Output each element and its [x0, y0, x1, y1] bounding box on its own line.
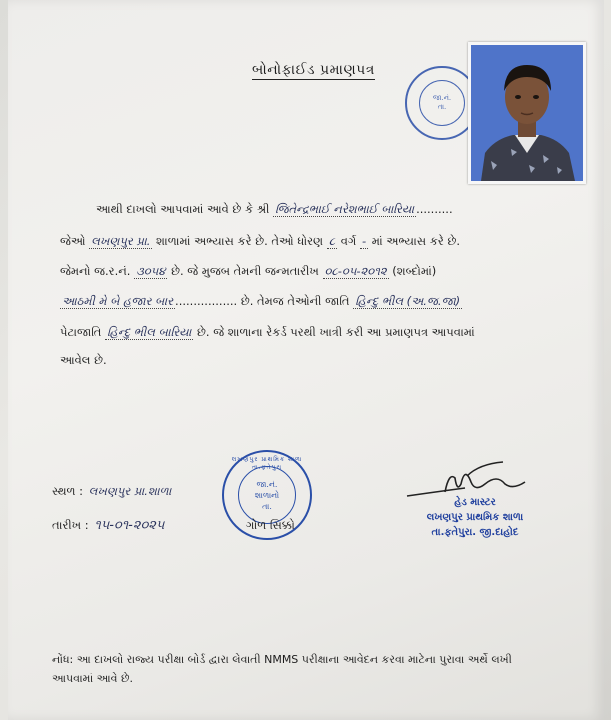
- line1-text: આથી દાખલો આપવામાં આવે છે કે શ્રી: [96, 202, 270, 216]
- seal-inner: [238, 466, 296, 524]
- footnote-line2: આપવામાં આવે છે.: [52, 672, 133, 685]
- caste-value: હિન્દુ ભીલ (અ.જ.જા): [355, 294, 461, 308]
- certificate-title: બોનોફાઈડ પ્રમાણપત્ર: [252, 62, 375, 78]
- subcaste-value: હિન્દુ ભીલ બારિયા: [107, 325, 192, 339]
- line3-text-c: (શબ્દોમાં): [392, 264, 437, 278]
- student-photo: [468, 42, 586, 184]
- school-name-value: લખણપુર પ્રા.: [91, 234, 151, 248]
- line2-text-b: શાળામાં અભ્યાસ કરે છે. તેઓ ધોરણ: [156, 234, 324, 248]
- signature-block: [400, 495, 550, 540]
- line3-text-b: છે. જે મુજબ તેમની જન્મતારીખ: [171, 264, 319, 278]
- stamp-top-line2: તા.: [437, 103, 447, 111]
- footnote: [52, 650, 572, 688]
- seal-line1: જા.નં.: [256, 479, 278, 489]
- line2-text-c: વર્ગ: [340, 234, 357, 248]
- stamp-top-line1: જા.નં.: [432, 94, 452, 102]
- birth-date-words-value: આઠમી મે બે હજાર બાર: [62, 294, 174, 308]
- line2-text-d: માં અભ્યાસ કરે છે.: [371, 234, 461, 248]
- seal-line2: શાળાનો: [254, 490, 280, 500]
- line2-text-a: જેઓ: [60, 234, 86, 248]
- date-label: તારીખ :: [52, 518, 89, 532]
- date-value: ૧૫-૦૧-૨૦૨૫: [94, 518, 165, 533]
- stamp-top-inner: [419, 80, 465, 126]
- line-6: આવેલ છે.: [60, 353, 107, 367]
- line3-text-a: જેમનો જ.ર.નં.: [60, 264, 131, 278]
- line4-dots: .................: [175, 294, 238, 308]
- place-value: લખણપુર પ્રા.શાળા: [88, 484, 172, 498]
- line-3: [60, 264, 588, 278]
- round-seal-label: ગોળ સિક્કો: [246, 518, 295, 532]
- line5-text-b: છે. જે શાળાના રેકર્ડ પરથી ખાત્રી કરી આ પ્રમાણપત્ર આપવામાં: [197, 325, 475, 339]
- division-value: -: [361, 234, 367, 248]
- line1-dots: ..........: [416, 202, 453, 216]
- seal-line3: તા.: [262, 501, 272, 511]
- student-photo-illustration: [471, 45, 583, 181]
- signature-school: લખણપુર પ્રાથમિક શાળા: [426, 512, 524, 523]
- birth-date-value: ૦૮-૦૫-૨૦૧૨: [324, 264, 387, 278]
- student-name-value: જિતેન્દ્રભાઈ નરેશભાઈ બારિયા: [275, 202, 415, 216]
- place-line: [52, 484, 232, 498]
- line-5: [60, 325, 588, 339]
- gr-number-value: ૩૦૫૪: [136, 264, 166, 278]
- place-label: સ્થળ :: [52, 484, 84, 498]
- seal-ring-text: લખણપુર પ્રાથમિક શાળા તા.ફતેપુરા: [231, 456, 303, 471]
- footnote-line1: નોંધ: આ દાખલો રાજ્ય પરીક્ષા બોર્ડ દ્વારા લેવાતી NMMS પરીક્ષાના આવેદન કરવા માટેના પુરાવા અર્થે લખી: [52, 653, 512, 666]
- standard-value: ૮: [328, 234, 336, 248]
- line-2: [60, 234, 588, 248]
- signature-place: તા.ફતેપુરા. જી.દાહોદ: [431, 527, 519, 538]
- line5-text-a: પેટાજાતિ: [60, 325, 102, 339]
- line-1: [96, 202, 611, 216]
- line4-text-a: છે. તેમજ તેઓની જાતિ: [240, 294, 350, 308]
- date-line: [52, 518, 232, 533]
- line-4: [60, 294, 588, 308]
- headmaster-role: હેડ માસ્ટર: [454, 497, 496, 508]
